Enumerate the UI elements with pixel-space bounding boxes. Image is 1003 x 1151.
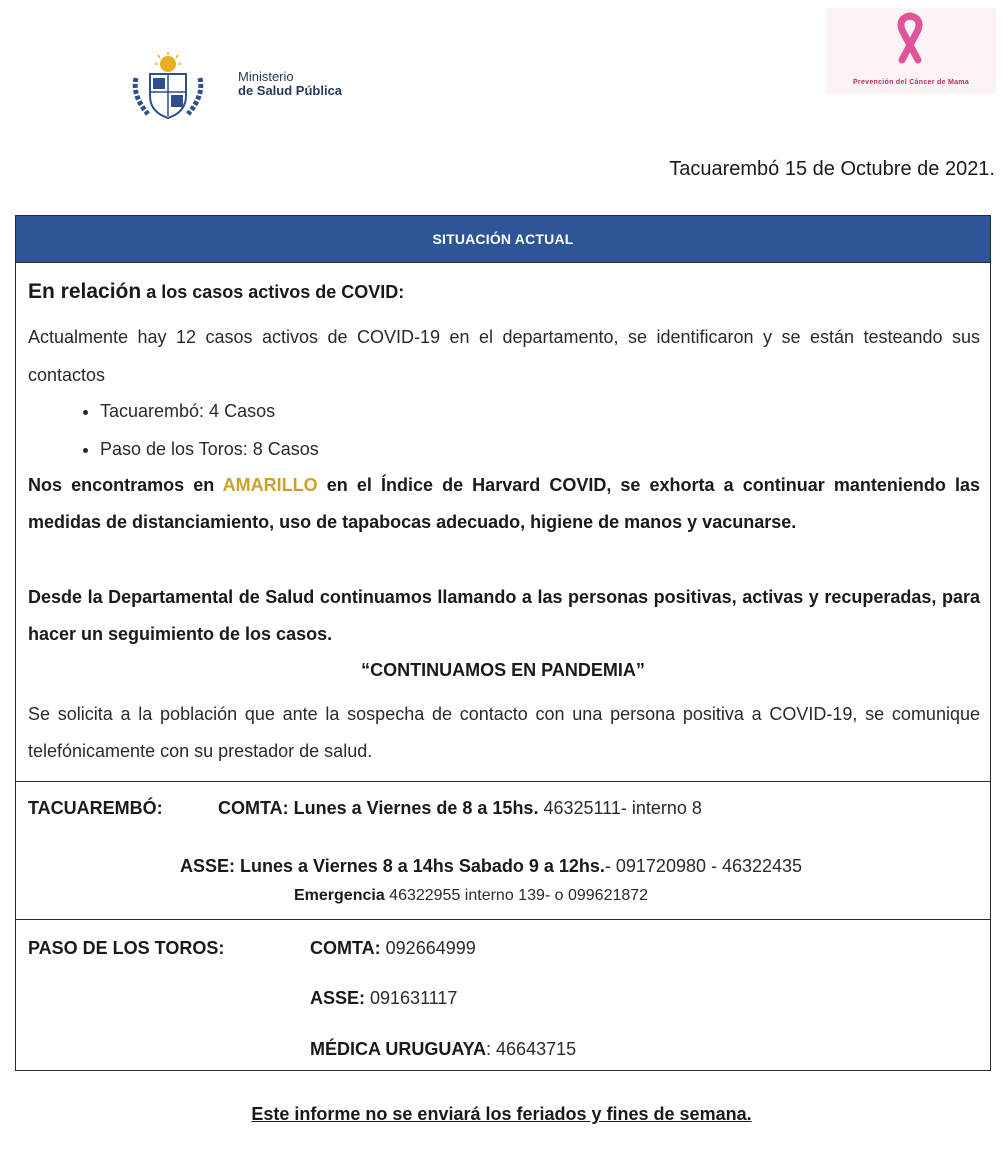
pdt-asse-phone: 091631117 <box>365 988 458 1008</box>
pdt-medica-name: MÉDICA URUGUAYA <box>310 1039 487 1059</box>
heading-big: En relación <box>28 280 142 303</box>
comta-phone: 46325111- interno 8 <box>538 798 702 818</box>
harvard-index-paragraph <box>28 467 980 541</box>
ribbon-caption: Prevención del Cáncer de Mama <box>852 79 970 86</box>
heading-rest: a los casos activos de COVID: <box>141 282 405 302</box>
comta-name: COMTA <box>218 798 283 818</box>
ministry-name <box>238 70 342 98</box>
active-cases-paragraph: Actualmente hay 12 casos activos de COVID-19 en el departamento, se identificaron y se están testeando sus contactos <box>28 327 980 385</box>
cases-list <box>60 392 319 468</box>
table-title: SITUACIÓN ACTUAL <box>16 216 990 263</box>
amarillo-highlight: AMARILLO <box>222 475 318 495</box>
tacuarembo-comta-row <box>28 798 978 822</box>
tacuarembo-label: TACUAREMBÓ: <box>28 798 163 818</box>
pdt-medica-phone: : 46643715 <box>486 1039 577 1059</box>
pdt-asse-name: ASSE: <box>310 988 366 1008</box>
document-date: Tacuarembó 15 de Octubre de 2021. <box>669 158 995 180</box>
divider <box>16 781 990 782</box>
tacuarembo-comta-info <box>218 798 702 819</box>
para2-start: Nos encontramos en <box>28 475 223 495</box>
pdt-comta-row <box>310 938 476 959</box>
pdt-comta-phone: 092664999 <box>380 938 476 958</box>
pdt-medica-row <box>310 1039 576 1060</box>
ministry-line1: Ministerio <box>238 69 294 84</box>
tacuarembo-asse-row <box>180 856 802 877</box>
follow-up-paragraph: Desde la Departamental de Salud continuamos llamando a las personas positivas, activas y recuperadas, para hacer un seguimiento de los casos. <box>28 587 980 644</box>
ministry-sun-shield-logo <box>130 52 206 120</box>
emergency-label: Emergencia <box>294 887 385 904</box>
pdt-comta-name: COMTA: <box>310 938 381 958</box>
section-heading <box>28 280 404 304</box>
ministry-line2: de Salud Pública <box>238 83 343 98</box>
contact-request-paragraph: Se solicita a la población que ante la sospecha de contacto con una persona positiva a COVID-19, se comunique telefónicamente con su prestador de salud. <box>28 704 980 761</box>
para2-end: en el Índice de Harvard COVID, se exhorta a continuar manteniendo las medidas de distanciamiento, uso de tapabocas adecuado, higiene de manos y vacunarse. <box>28 475 980 532</box>
pdt-asse-row <box>310 988 457 1009</box>
divider <box>16 919 990 920</box>
list-item: • Paso de los Toros: 8 Casos <box>100 430 319 468</box>
paso-de-los-toros-label: PASO DE LOS TOROS: <box>28 938 225 958</box>
asse-name: ASSE <box>180 856 230 876</box>
tacuarembo-emergency-row <box>294 887 648 905</box>
comta-hours: : Lunes a Viernes de 8 a 15hs. <box>282 798 539 818</box>
pandemic-slogan: “CONTINUAMOS EN PANDEMIA” <box>361 660 645 680</box>
list-item: • Tacuarembó: 4 Casos <box>100 392 319 430</box>
asse-hours: : Lunes a Viernes 8 a 14hs Sabado 9 a 12hs. <box>229 856 605 876</box>
footer-note: Este informe no se enviará los feriados y fines de semana. <box>251 1104 752 1124</box>
asse-phone: - 091720980 - 46322435 <box>604 856 803 876</box>
situation-table <box>15 215 991 1071</box>
emergency-phone: 46322955 interno 139- o 099621872 <box>384 887 649 904</box>
